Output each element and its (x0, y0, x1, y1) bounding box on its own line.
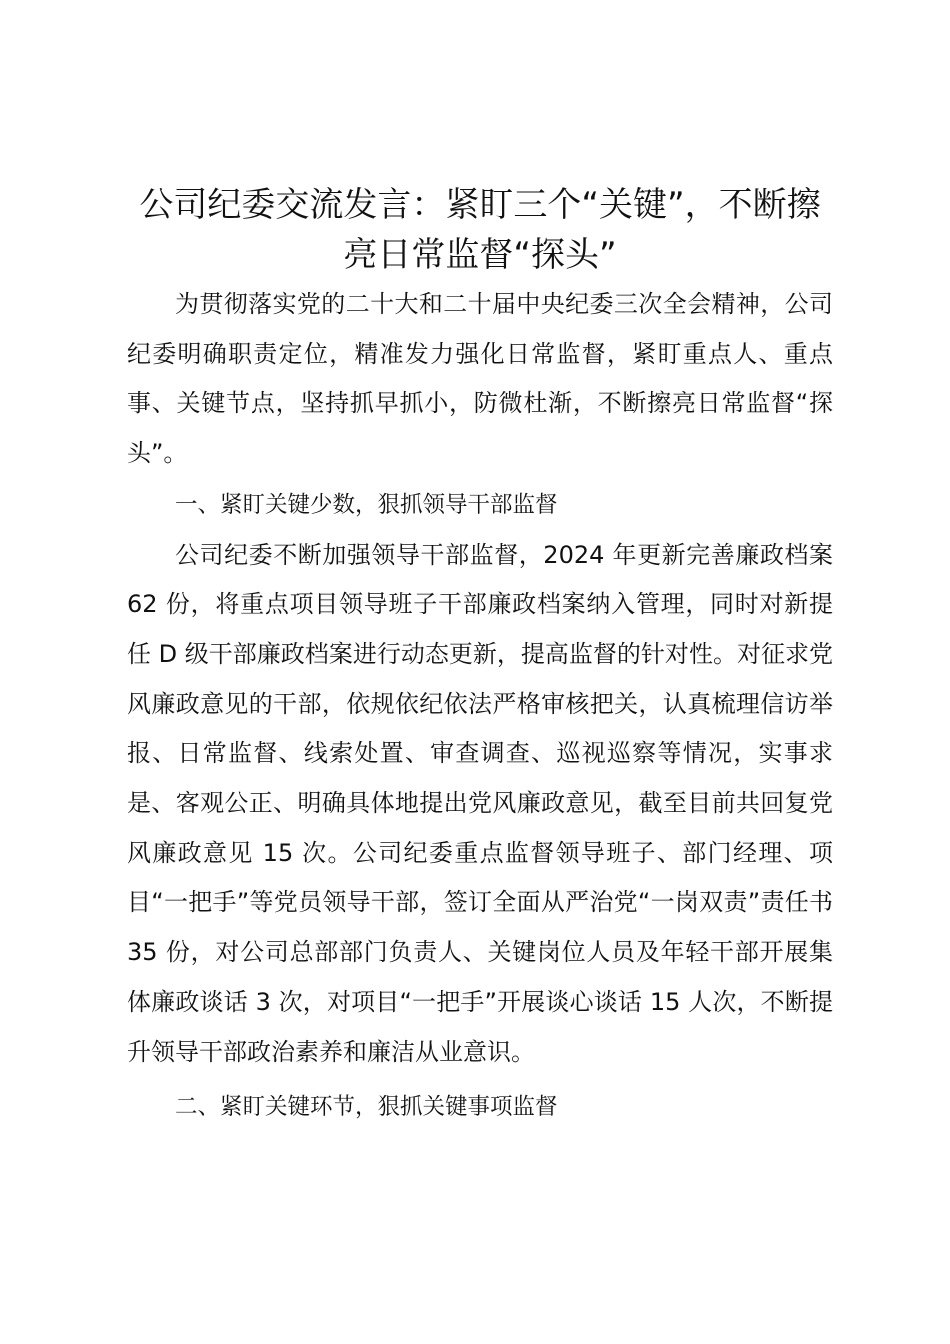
intro-paragraph: 为贯彻落实党的二十大和二十届中央纪委三次全会精神，公司纪委明确职责定位，精准发力强化日常监督，紧盯重点人、重点事、关键节点，坚持抓早抓小，防微杜渐，不断擦亮日常监督“探头”。 (127, 290, 833, 468)
document-title: 公司纪委交流发言：紧盯三个“关键”，不断擦亮日常监督“探头” (139, 185, 821, 275)
section-heading-2: 二、紧盯关键环节，狠抓关键事项监督 (175, 1094, 558, 1121)
document-content (127, 180, 833, 1133)
section-heading-1: 一、紧盯关键少数，狠抓领导干部监督 (175, 491, 558, 518)
section-body-1: 公司纪委不断加强领导干部监督，2024 年更新完善廉政档案 62 份，将重点项目领导班子干部廉政档案纳入管理，同时对新提任 D 级干部廉政档案进行动态更新，提高监督的针对性。对征求党风廉政意见的干部，依规依纪依法严格审核把关，认真梳理信访举报、日常监督、线索处置、审查调查、巡视巡察等情况，实事求是、客观公正、明确具体地提出党风廉政意见，截至目前共回复党风廉政意见 15 次。公司纪委重点监督领导班子、部门经理、项目“一把手”等党员领导干部，签订全面从严治党“一岗双责”责任书 35 份，对公司总部部门负责人、关键岗位人员及年轻干部开展集体廉政谈话 3 次，对项目“一把手”开展谈心谈话 15 人次，不断提升领导干部政治素养和廉洁从业意识。 (127, 540, 833, 1066)
